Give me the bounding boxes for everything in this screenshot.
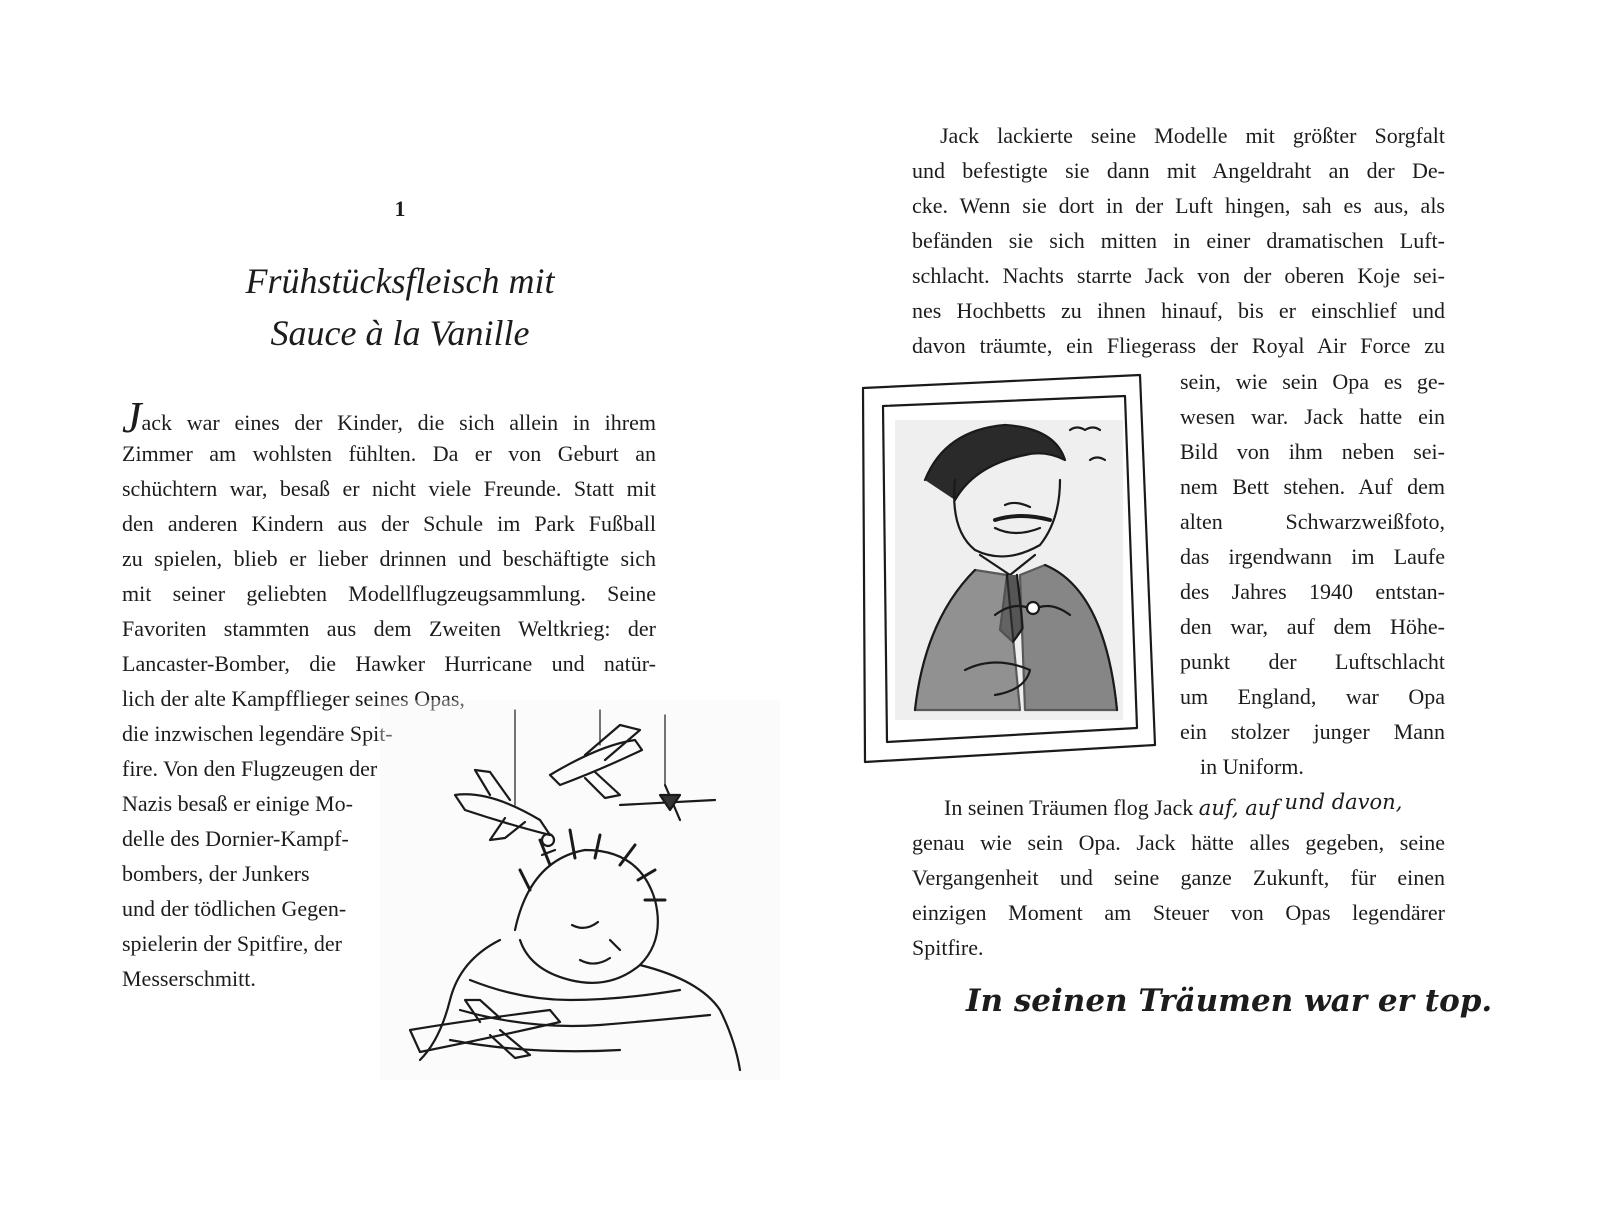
opa-portrait-illustration xyxy=(855,370,1170,775)
text-line: lich der alte Kampfflieger seines Opas, xyxy=(122,686,465,711)
dream-intro: In seinen Träumen flog Jack xyxy=(944,795,1194,820)
text-line: Bild von ihm neben sei- xyxy=(1180,439,1445,464)
text-line: bombers, der Junkers xyxy=(122,861,310,886)
text-line: nem Bett stehen. Auf dem xyxy=(1180,474,1445,499)
text-line: Messerschmitt. xyxy=(122,966,256,991)
drop-cap: J xyxy=(122,393,142,442)
text-line: wesen war. Jack hatte ein xyxy=(1180,404,1445,429)
chapter-title xyxy=(0,255,800,359)
text-line: mit seiner geliebten Modellflugzeugsammlung. Seine xyxy=(122,581,656,606)
text-line: Lancaster-Bomber, die Hawker Hurricane und natür- xyxy=(122,651,656,676)
text-line: punkt der Luftschlacht xyxy=(1180,649,1445,674)
text-line: Spitfire. xyxy=(912,935,984,960)
text-line: zu spielen, blieb er lieber drinnen und beschäftigte sich xyxy=(122,546,656,571)
text-line: Nazis besaß er einige Mo- xyxy=(122,791,353,816)
text-line: und befestigte sie dann mit Angeldraht an der De- xyxy=(912,158,1445,183)
dream-handwritten-2: und davon, xyxy=(1284,790,1403,814)
chapter-title-line-2: Sauce à la Vanille xyxy=(270,313,530,353)
text-line: einzigen Moment am Steuer von Opas legendärer xyxy=(912,900,1445,925)
text-line: cke. Wenn sie dort in der Luft hingen, sah es aus, als xyxy=(912,193,1445,218)
text-line: delle des Dornier-Kampf- xyxy=(122,826,349,851)
text-line: ein stolzer junger Mann xyxy=(1180,719,1445,744)
text-line: schüchtern war, besaß er nicht viele Freunde. Statt mit xyxy=(122,476,656,501)
text-line: die inzwischen legendäre Spit- xyxy=(122,721,393,746)
text-line: spielerin der Spitfire, der xyxy=(122,931,342,956)
chapter-title-line-1: Frühstücksfleisch mit xyxy=(245,261,555,301)
text-line: schlacht. Nachts starrte Jack von der oberen Koje sei- xyxy=(912,263,1445,288)
text-line: nes Hochbetts zu ihnen hinauf, bis er einschlief und xyxy=(912,298,1445,323)
text-line: befänden sie sich mitten in einer dramatischen Luft- xyxy=(912,228,1445,253)
first-line-text: ack war eines der Kinder, die sich allein in ihrem xyxy=(141,410,656,435)
final-handwritten-line: In seinen Träumen war er top. xyxy=(966,983,1493,1019)
chapter-number: 1 xyxy=(394,196,406,221)
text-line: und der tödlichen Gegen- xyxy=(122,896,347,921)
dream-line xyxy=(944,790,1402,826)
text-line: den war, auf dem Höhe- xyxy=(1180,614,1445,639)
dream-handwritten-1: auf, auf xyxy=(1198,796,1280,820)
text-line: fire. Von den Flugzeugen der xyxy=(122,756,378,781)
text-line: alten Schwarzweißfoto, xyxy=(1180,509,1445,534)
first-line xyxy=(122,393,656,442)
text-line: Zimmer am wohlsten fühlten. Da er von Geburt an xyxy=(122,441,656,466)
text-line: den anderen Kindern aus der Schule im Park Fußball xyxy=(122,511,656,536)
text-line: Favoriten stammten aus dem Zweiten Weltkrieg: der xyxy=(122,616,656,641)
text-line: davon träumte, ein Fliegerass der Royal Air Force zu xyxy=(912,333,1445,358)
text-line: Vergangenheit und seine ganze Zukunft, für einen xyxy=(912,865,1445,890)
boy-with-planes-illustration xyxy=(380,700,780,1080)
text-line: des Jahres 1940 entstan- xyxy=(1180,579,1445,604)
text-line: um England, war Opa xyxy=(1180,684,1445,709)
text-line: in Uniform. xyxy=(1200,754,1304,779)
text-line: sein, wie sein Opa es ge- xyxy=(1180,369,1445,394)
text-line: genau wie sein Opa. Jack hätte alles gegeben, seine xyxy=(912,830,1445,855)
text-line: Jack lackierte seine Modelle mit größter Sorgfalt xyxy=(940,123,1445,148)
text-line: das irgendwann im Laufe xyxy=(1180,544,1445,569)
